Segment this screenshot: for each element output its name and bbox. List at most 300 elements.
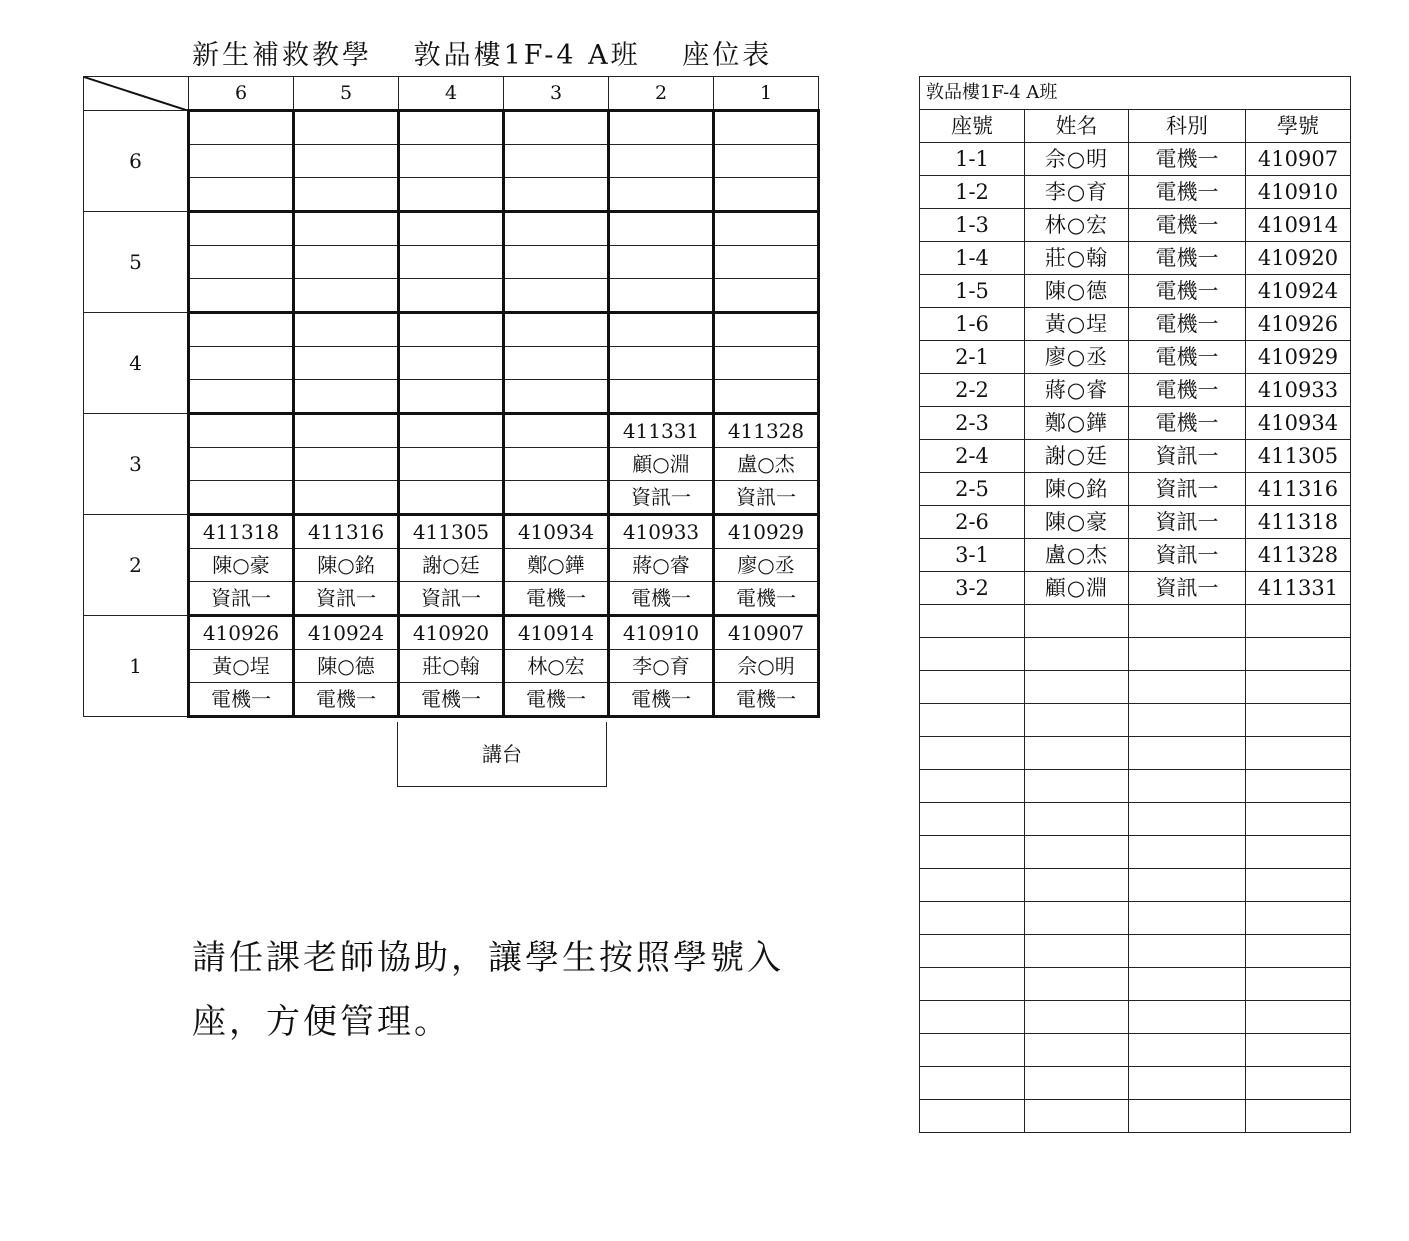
seat-name (504, 448, 609, 481)
row-label: 3 (84, 414, 189, 515)
diagonal-line-icon (84, 77, 189, 111)
student-name: 蔣○睿 (1025, 374, 1129, 407)
seat-name: 顧○淵 (609, 448, 714, 481)
seat-dept (294, 279, 399, 313)
student-id: 410907 (1246, 143, 1351, 176)
row-label: 1 (84, 616, 189, 717)
seat-id (504, 313, 609, 347)
student-name: 顧○淵 (1025, 572, 1129, 605)
seat-dept: 資訊一 (294, 582, 399, 616)
seat-name (609, 347, 714, 380)
student-name: 盧○杰 (1025, 539, 1129, 572)
blank-cell (1246, 968, 1351, 1001)
corner-cell (84, 77, 189, 111)
seat-dept (714, 279, 819, 313)
seat-name: 蔣○睿 (609, 549, 714, 582)
blank-cell (1129, 1034, 1246, 1067)
seat-id (189, 212, 294, 246)
department: 資訊一 (1129, 506, 1246, 539)
seat-name (714, 347, 819, 380)
seat-name (504, 145, 609, 178)
seat-subrow (84, 279, 819, 313)
row-label: 4 (84, 313, 189, 414)
seat-dept (294, 481, 399, 515)
roster-header-row (920, 110, 1351, 143)
column-header: 2 (609, 77, 714, 111)
column-header: 3 (504, 77, 609, 111)
roster-blank-row (920, 1001, 1351, 1034)
seat-number: 2-5 (920, 473, 1025, 506)
seat-dept (504, 178, 609, 212)
department: 資訊一 (1129, 473, 1246, 506)
seat-dept (399, 279, 504, 313)
blank-cell (1246, 803, 1351, 836)
roster-row (920, 242, 1351, 275)
blank-cell (1246, 935, 1351, 968)
seat-id: 410914 (504, 616, 609, 650)
seat-name: 盧○杰 (714, 448, 819, 481)
seat-id (714, 212, 819, 246)
student-id: 411305 (1246, 440, 1351, 473)
blank-cell (1246, 770, 1351, 803)
blank-cell (920, 803, 1025, 836)
seat-id (294, 212, 399, 246)
roster-blank-row (920, 968, 1351, 1001)
seat-name (609, 246, 714, 279)
roster-header: 科別 (1129, 110, 1246, 143)
roster-row (920, 176, 1351, 209)
student-id: 411318 (1246, 506, 1351, 539)
blank-cell (1129, 935, 1246, 968)
seat-subrow (84, 650, 819, 683)
blank-cell (1129, 869, 1246, 902)
department: 電機一 (1129, 242, 1246, 275)
seat-id: 410907 (714, 616, 819, 650)
seat-number: 1-6 (920, 308, 1025, 341)
seat-subrow (84, 549, 819, 582)
blank-cell (1025, 935, 1129, 968)
seat-name (714, 145, 819, 178)
page-title: 新生補救教學 敦品樓1F-4 A班 座位表 (192, 40, 773, 71)
blank-cell (1129, 968, 1246, 1001)
department: 電機一 (1129, 143, 1246, 176)
seat-id (399, 111, 504, 145)
seat-dept (189, 178, 294, 212)
seat-subrow (84, 616, 819, 650)
seat-name: 李○育 (609, 650, 714, 683)
student-name: 陳○銘 (1025, 473, 1129, 506)
roster-blank-row (920, 836, 1351, 869)
blank-cell (920, 770, 1025, 803)
seat-id (399, 212, 504, 246)
seat-id: 411318 (189, 515, 294, 549)
blank-cell (920, 1100, 1025, 1133)
seat-name (294, 448, 399, 481)
notice-text: 請任課老師協助，讓學生按照學號入座，方便管理。 (192, 938, 784, 1042)
department: 資訊一 (1129, 440, 1246, 473)
seat-dept (504, 380, 609, 414)
roster (919, 76, 1350, 1133)
blank-cell (1025, 704, 1129, 737)
student-id: 411328 (1246, 539, 1351, 572)
roster-row (920, 308, 1351, 341)
department: 電機一 (1129, 407, 1246, 440)
roster-table (919, 76, 1351, 1133)
seat-name (714, 246, 819, 279)
seat-id: 410920 (399, 616, 504, 650)
roster-row (920, 440, 1351, 473)
department: 電機一 (1129, 209, 1246, 242)
seat-number: 2-1 (920, 341, 1025, 374)
roster-row (920, 473, 1351, 506)
seat-subrow (84, 683, 819, 717)
seat-number: 1-1 (920, 143, 1025, 176)
seat-dept: 電機一 (504, 582, 609, 616)
seat-name: 黃○埕 (189, 650, 294, 683)
roster-heading-row (920, 77, 1351, 110)
blank-cell (1246, 836, 1351, 869)
seat-dept (609, 178, 714, 212)
blank-cell (1025, 1100, 1129, 1133)
seat-number: 1-2 (920, 176, 1025, 209)
seat-name: 佘○明 (714, 650, 819, 683)
student-name: 陳○豪 (1025, 506, 1129, 539)
blank-cell (1246, 1067, 1351, 1100)
seat-dept: 電機一 (504, 683, 609, 717)
seat-id (189, 414, 294, 448)
seat-dept (714, 380, 819, 414)
blank-cell (920, 1067, 1025, 1100)
blank-cell (1025, 836, 1129, 869)
seat-id (609, 111, 714, 145)
seat-name (399, 145, 504, 178)
seat-id: 410934 (504, 515, 609, 549)
department: 電機一 (1129, 176, 1246, 209)
seat-name (294, 145, 399, 178)
blank-cell (920, 968, 1025, 1001)
blank-cell (920, 737, 1025, 770)
seat-id: 410933 (609, 515, 714, 549)
roster-blank-row (920, 869, 1351, 902)
blank-cell (1129, 902, 1246, 935)
seat-id: 410910 (609, 616, 714, 650)
seat-subrow (84, 145, 819, 178)
blank-cell (1246, 902, 1351, 935)
blank-cell (1025, 968, 1129, 1001)
seat-number: 2-6 (920, 506, 1025, 539)
blank-cell (1129, 704, 1246, 737)
seating-table (83, 76, 820, 718)
roster-blank-row (920, 671, 1351, 704)
seat-name (399, 448, 504, 481)
blank-cell (1246, 704, 1351, 737)
seat-dept (399, 481, 504, 515)
column-header: 6 (189, 77, 294, 111)
seat-id (504, 212, 609, 246)
student-name: 李○育 (1025, 176, 1129, 209)
department: 電機一 (1129, 341, 1246, 374)
blank-cell (1025, 803, 1129, 836)
seat-dept: 電機一 (714, 683, 819, 717)
seat-dept: 資訊一 (714, 481, 819, 515)
department: 資訊一 (1129, 572, 1246, 605)
seat-dept: 電機一 (189, 683, 294, 717)
roster-blank-row (920, 605, 1351, 638)
seat-name: 林○宏 (504, 650, 609, 683)
student-name: 佘○明 (1025, 143, 1129, 176)
roster-heading: 敦品樓1F-4 A班 (920, 77, 1351, 110)
roster-row (920, 143, 1351, 176)
seat-dept (714, 178, 819, 212)
student-id: 410914 (1246, 209, 1351, 242)
blank-cell (1129, 671, 1246, 704)
student-id: 411316 (1246, 473, 1351, 506)
seat-number: 2-3 (920, 407, 1025, 440)
seat-name: 陳○銘 (294, 549, 399, 582)
seat-number: 1-5 (920, 275, 1025, 308)
roster-row (920, 539, 1351, 572)
roster-row (920, 506, 1351, 539)
blank-cell (920, 605, 1025, 638)
blank-cell (1246, 737, 1351, 770)
seat-subrow (84, 414, 819, 448)
student-id: 411331 (1246, 572, 1351, 605)
blank-cell (920, 1034, 1025, 1067)
roster-row (920, 209, 1351, 242)
blank-cell (1129, 1001, 1246, 1034)
seat-name: 廖○丞 (714, 549, 819, 582)
seat-name (189, 448, 294, 481)
seat-dept (504, 279, 609, 313)
roster-header: 姓名 (1025, 110, 1129, 143)
seat-id (714, 313, 819, 347)
blank-cell (1025, 671, 1129, 704)
column-header: 5 (294, 77, 399, 111)
blank-cell (920, 869, 1025, 902)
seat-name: 鄭○鏵 (504, 549, 609, 582)
roster-row (920, 374, 1351, 407)
roster-blank-row (920, 1034, 1351, 1067)
student-name: 謝○廷 (1025, 440, 1129, 473)
seat-number: 2-4 (920, 440, 1025, 473)
blank-cell (920, 935, 1025, 968)
student-name: 黃○埕 (1025, 308, 1129, 341)
seat-dept: 資訊一 (609, 481, 714, 515)
seat-name (609, 145, 714, 178)
student-name: 莊○翰 (1025, 242, 1129, 275)
seat-subrow (84, 448, 819, 481)
seat-name (504, 347, 609, 380)
seat-name: 謝○廷 (399, 549, 504, 582)
podium: 講台 (397, 722, 607, 787)
department: 電機一 (1129, 308, 1246, 341)
seat-name (399, 347, 504, 380)
seat-name (189, 145, 294, 178)
blank-cell (1025, 770, 1129, 803)
seat-id: 411316 (294, 515, 399, 549)
roster-blank-row (920, 704, 1351, 737)
seat-name (294, 347, 399, 380)
blank-cell (1025, 1034, 1129, 1067)
seat-number: 1-4 (920, 242, 1025, 275)
student-id: 410910 (1246, 176, 1351, 209)
seat-id (189, 111, 294, 145)
student-name: 鄭○鏵 (1025, 407, 1129, 440)
row-label: 6 (84, 111, 189, 212)
row-label: 5 (84, 212, 189, 313)
blank-cell (920, 902, 1025, 935)
seat-name (399, 246, 504, 279)
seat-dept (294, 380, 399, 414)
seat-id (189, 313, 294, 347)
seat-id (609, 313, 714, 347)
seating-chart (83, 76, 818, 718)
blank-cell (1025, 1001, 1129, 1034)
blank-cell (920, 638, 1025, 671)
blank-cell (1025, 869, 1129, 902)
seat-dept (399, 178, 504, 212)
blank-cell (920, 704, 1025, 737)
blank-cell (1246, 1034, 1351, 1067)
blank-cell (1129, 1100, 1246, 1133)
roster-blank-row (920, 1100, 1351, 1133)
roster-blank-row (920, 902, 1351, 935)
seat-dept (609, 380, 714, 414)
department: 電機一 (1129, 374, 1246, 407)
department: 資訊一 (1129, 539, 1246, 572)
seat-name: 陳○德 (294, 650, 399, 683)
seat-dept: 資訊一 (399, 582, 504, 616)
student-id: 410926 (1246, 308, 1351, 341)
blank-cell (1025, 902, 1129, 935)
seat-id: 410929 (714, 515, 819, 549)
seat-id (399, 313, 504, 347)
seat-id: 411331 (609, 414, 714, 448)
seat-name: 陳○豪 (189, 549, 294, 582)
seat-subrow (84, 347, 819, 380)
roster-blank-row (920, 638, 1351, 671)
seat-subrow (84, 582, 819, 616)
student-name: 廖○丞 (1025, 341, 1129, 374)
seat-number: 3-1 (920, 539, 1025, 572)
seat-id (504, 111, 609, 145)
seat-dept (504, 481, 609, 515)
seat-subrow (84, 111, 819, 145)
blank-cell (920, 1001, 1025, 1034)
student-id: 410934 (1246, 407, 1351, 440)
blank-cell (1129, 1067, 1246, 1100)
seat-id: 411305 (399, 515, 504, 549)
student-name: 林○宏 (1025, 209, 1129, 242)
roster-row (920, 275, 1351, 308)
blank-cell (1246, 869, 1351, 902)
roster-row (920, 407, 1351, 440)
seat-id (294, 414, 399, 448)
blank-cell (1246, 1001, 1351, 1034)
seat-id (294, 313, 399, 347)
blank-cell (1025, 638, 1129, 671)
blank-cell (1129, 770, 1246, 803)
seat-subrow (84, 178, 819, 212)
seat-id (609, 212, 714, 246)
seat-dept: 電機一 (294, 683, 399, 717)
seat-dept: 電機一 (714, 582, 819, 616)
student-id: 410929 (1246, 341, 1351, 374)
seat-name (189, 246, 294, 279)
seat-dept (294, 178, 399, 212)
seat-id (399, 414, 504, 448)
seat-id: 411328 (714, 414, 819, 448)
seat-id (294, 111, 399, 145)
blank-cell (1246, 638, 1351, 671)
seat-name: 莊○翰 (399, 650, 504, 683)
seat-name (294, 246, 399, 279)
seat-name (504, 246, 609, 279)
seat-dept (189, 481, 294, 515)
seat-name (189, 347, 294, 380)
student-name: 陳○德 (1025, 275, 1129, 308)
seat-subrow (84, 481, 819, 515)
roster-header: 座號 (920, 110, 1025, 143)
column-header: 1 (714, 77, 819, 111)
blank-cell (920, 836, 1025, 869)
roster-blank-row (920, 1067, 1351, 1100)
seat-dept: 電機一 (399, 683, 504, 717)
blank-cell (1129, 638, 1246, 671)
column-header: 4 (399, 77, 504, 111)
blank-cell (1129, 605, 1246, 638)
seat-subrow (84, 313, 819, 347)
seat-id (504, 414, 609, 448)
blank-cell (1129, 836, 1246, 869)
row-label: 2 (84, 515, 189, 616)
seat-number: 3-2 (920, 572, 1025, 605)
seat-dept (189, 279, 294, 313)
seat-number: 1-3 (920, 209, 1025, 242)
blank-cell (1025, 1067, 1129, 1100)
column-header-row (84, 77, 819, 111)
seat-dept: 電機一 (609, 582, 714, 616)
seat-id (714, 111, 819, 145)
seat-dept: 資訊一 (189, 582, 294, 616)
seat-subrow (84, 380, 819, 414)
roster-row (920, 341, 1351, 374)
roster-blank-row (920, 803, 1351, 836)
blank-cell (1025, 605, 1129, 638)
student-id: 410920 (1246, 242, 1351, 275)
blank-cell (1129, 737, 1246, 770)
roster-blank-row (920, 935, 1351, 968)
seat-subrow (84, 212, 819, 246)
seat-subrow (84, 246, 819, 279)
blank-cell (1246, 1100, 1351, 1133)
student-id: 410924 (1246, 275, 1351, 308)
roster-blank-row (920, 737, 1351, 770)
seat-dept: 電機一 (609, 683, 714, 717)
seat-dept (189, 380, 294, 414)
seat-subrow (84, 515, 819, 549)
seat-id: 410926 (189, 616, 294, 650)
student-id: 410933 (1246, 374, 1351, 407)
roster-row (920, 572, 1351, 605)
department: 電機一 (1129, 275, 1246, 308)
blank-cell (1246, 605, 1351, 638)
roster-blank-row (920, 770, 1351, 803)
seat-number: 2-2 (920, 374, 1025, 407)
blank-cell (1246, 671, 1351, 704)
seat-dept (399, 380, 504, 414)
roster-header: 學號 (1246, 110, 1351, 143)
